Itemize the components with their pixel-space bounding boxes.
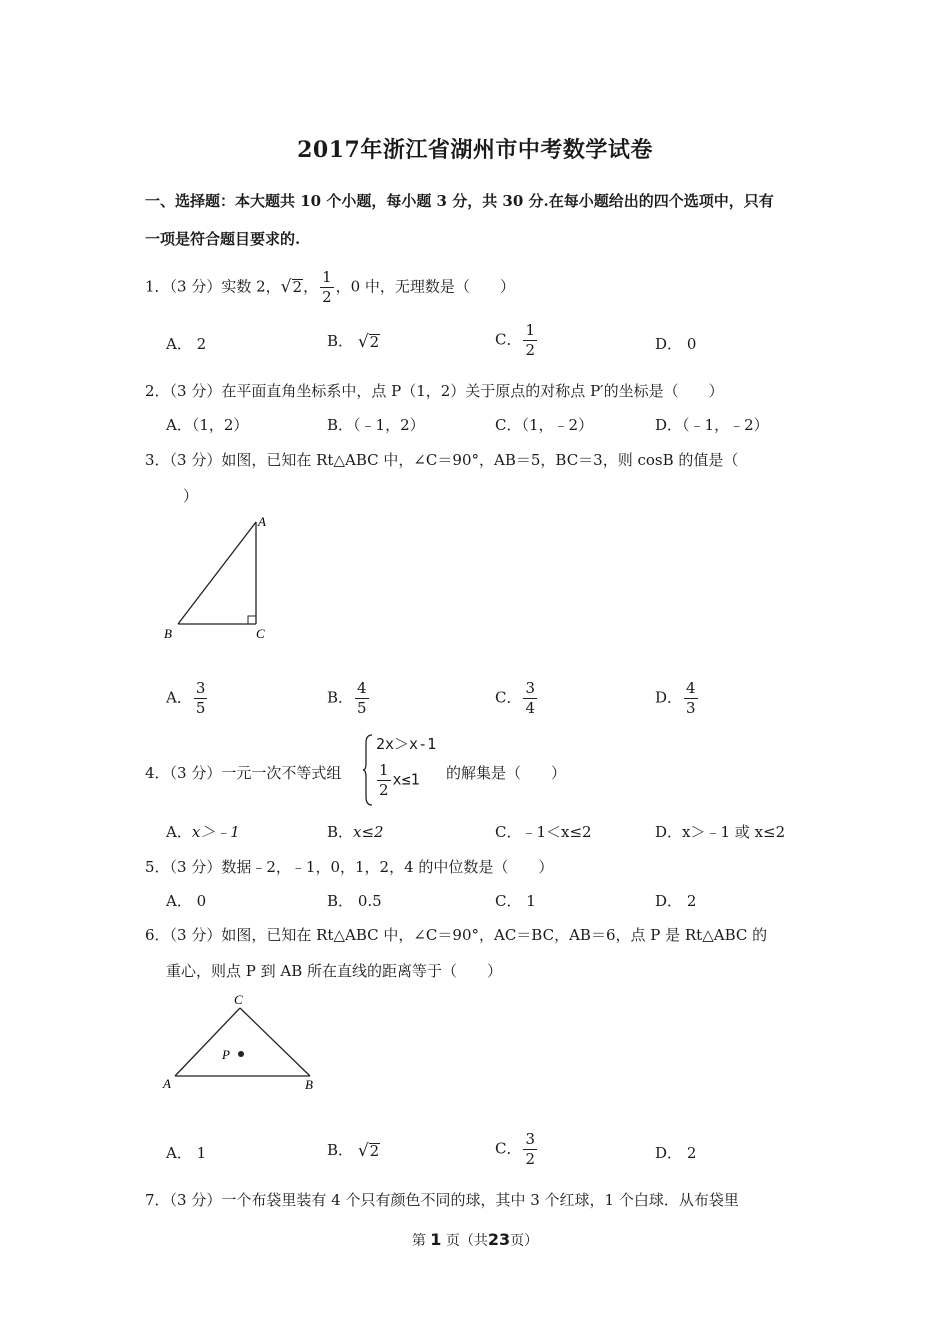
option-d: D． 2 [655, 892, 697, 910]
point-p-label: P [222, 1047, 230, 1062]
option-b: B．x≤2 [327, 823, 384, 841]
side-ac [175, 1008, 240, 1076]
sqrt-expression: √ 2 [280, 277, 303, 297]
option-b: B． √ 2 [327, 1140, 380, 1161]
side-bc [240, 1008, 310, 1076]
inequality-2: $\frac{1}{2}$ x≤1 [379, 761, 420, 799]
vertex-a-label: A [258, 514, 266, 529]
question-6-stem: 6．（3 分）如图，已知在 Rt△ABC 中，∠C＝90°，AC＝BC，AB＝6，点 P 是 Rt△ABC 的 [145, 926, 768, 944]
section-heading-line2: 一项是符合题目要求的. [145, 230, 301, 248]
option-b: B．（﹣1，2） [327, 416, 425, 434]
triangle-figure-q3 [160, 510, 280, 645]
side-ab [178, 522, 256, 624]
question-5-stem: 5．（3 分）数据﹣2，﹣1，0，1，2，4 的中位数是（ ） [145, 858, 554, 876]
option-c: C． $\frac{1}{2}$ [495, 321, 536, 359]
option-d: D．x＞﹣1 或 x≤2 [655, 823, 786, 841]
vertex-b-label: B [164, 626, 172, 641]
question-4-stem-a: 4．（3 分）一元一次不等式组 [145, 764, 342, 782]
vertex-b-label: B [305, 1077, 313, 1092]
option-c: C． $\frac{3}{2}$ [495, 1130, 536, 1168]
fraction: $\frac{1}{2}$ [322, 268, 332, 306]
question-3-stem-cont: ） [183, 487, 199, 505]
option-d: D．（﹣1，﹣2） [655, 416, 769, 434]
page-title: 2017年浙江省湖州市中考数学试卷 [297, 137, 653, 163]
question-7-stem: 7．（3 分）一个布袋里装有 4 个只有颜色不同的球，其中 3 个红球，1 个白球．从布袋里 [145, 1191, 739, 1209]
option-c: C．﹣1＜x≤2 [495, 823, 592, 841]
question-2-stem: 2．（3 分）在平面直角坐标系中，点 P（1，2）关于原点的对称点 P′的坐标是（ ） [145, 382, 724, 400]
page-number: 1 [430, 1230, 442, 1249]
option-a: A． $\frac{3}{5}$ [166, 679, 206, 717]
question-6-stem-cont: 重心，则点 P 到 AB 所在直线的距离等于（ ） [166, 962, 503, 980]
right-angle-mark [248, 616, 256, 624]
option-d: D． 0 [655, 335, 697, 353]
total-pages: 23 [487, 1230, 511, 1249]
question-score: （3 分） [169, 277, 222, 296]
option-a: A．（1，2） [166, 416, 249, 434]
vertex-a-label: A [163, 1076, 171, 1091]
inequality-1: 2x＞x-1 [376, 735, 437, 753]
option-a: A．x＞﹣1 [166, 823, 240, 841]
triangle-figure-q6 [160, 988, 330, 1094]
centroid-point [238, 1051, 244, 1057]
question-1-stem: 1．（3 分）实数 2， √ 2 ， $\frac{1}{2}$ ，0 中，无理数是（ ） [145, 268, 515, 306]
option-b: B． 0.5 [327, 892, 382, 910]
option-c: C． 1 [495, 892, 536, 910]
option-a: A． 2 [166, 335, 207, 353]
question-4-stem-b: 的解集是（ ） [446, 764, 567, 782]
option-b: B． √ 2 [327, 331, 380, 352]
option-c: C． $\frac{3}{4}$ [495, 679, 536, 717]
option-a: A． 0 [166, 892, 207, 910]
question-3-stem: 3．（3 分）如图，已知在 Rt△ABC 中，∠C＝90°，AB＝5，BC＝3，则 cosB 的值是（ [145, 451, 739, 469]
option-b: B． $\frac{4}{5}$ [327, 679, 367, 717]
option-d: D． $\frac{4}{3}$ [655, 679, 696, 717]
option-c: C．（1，﹣2） [495, 416, 594, 434]
section-heading-line1: 一、选择题：本大题共 10 个小题，每小题 3 分，共 30 分.在每小题给出的四个选项中，只有 [145, 192, 774, 210]
option-a: A． 1 [166, 1144, 207, 1162]
vertex-c-label: C [234, 992, 243, 1007]
page-footer: 第 1 页（共23页） [411, 1230, 539, 1249]
question-number: 1． [145, 277, 170, 296]
option-d: D． 2 [655, 1144, 697, 1162]
stem-text: 实数 2， [221, 277, 281, 296]
vertex-c-label: C [256, 626, 265, 641]
left-brace [362, 733, 374, 807]
